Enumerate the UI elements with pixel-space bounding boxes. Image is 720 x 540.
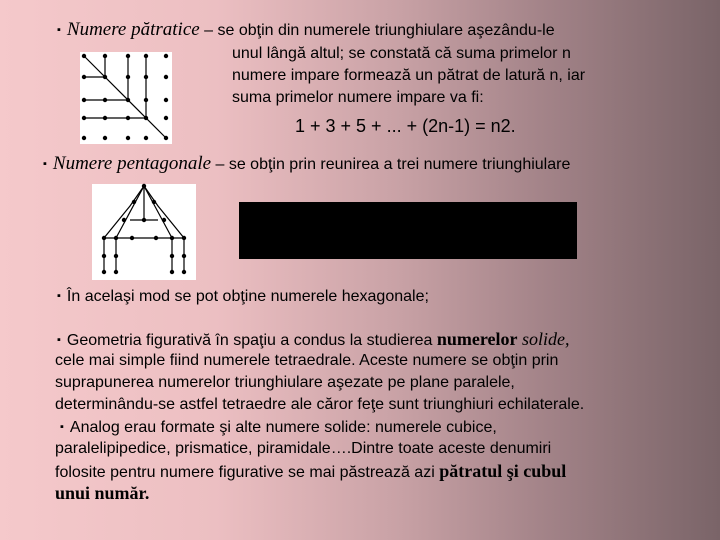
bullet-icon: ▪ — [43, 158, 47, 170]
square-numbers-desc-2: unul lângă altul; se constată că suma primelor n — [232, 45, 571, 62]
bullet-icon: ▪ — [57, 24, 61, 36]
square-numbers-heading — [57, 20, 555, 41]
solid-numbers-line-2: cele mai simple fiind numerele tetraedrale. Aceste numere se obţin prin — [55, 352, 559, 369]
bullet-icon: ▪ — [57, 290, 61, 302]
solid-numbers-line-7 — [55, 461, 566, 483]
bullet-icon: ▪ — [57, 334, 61, 346]
solid-numbers-text-8: unui număr. — [55, 483, 150, 503]
square-numbers-figure — [72, 44, 182, 154]
solid-numbers-text-1c: solide, — [517, 329, 570, 349]
solid-numbers-line-3: suprapunerea numerelor triunghiulare aşezate pe plane paralele, — [55, 374, 515, 391]
pentagonal-numbers-heading — [43, 154, 570, 175]
pentagonal-numbers-term: Numere pentagonale — [52, 153, 212, 174]
solid-numbers-line-4: determinându-se astfel tetraedre ale căror feţe sunt triunghiuri echilaterale. — [55, 396, 585, 413]
bullet-icon: ▪ — [60, 421, 64, 433]
square-numbers-term: Numere pătratice — [66, 19, 200, 40]
hexagonal-numbers-text: În acelaşi mod se pot obţine numerele hexagonale; — [66, 288, 429, 305]
solid-numbers-text-7b: pătratul şi cubul — [439, 461, 567, 481]
square-numbers-desc-1: – se obţin din numerele triunghiulare aşezându-le — [199, 22, 555, 39]
solid-numbers-text-5: Analog erau formate şi alte numere solide: numerele cubice, — [69, 419, 497, 436]
solid-numbers-text-1b: numerelor — [436, 329, 518, 349]
pentagonal-numbers-desc: – se obţin prin reunirea a trei numere triunghiulare — [211, 156, 571, 173]
hexagonal-numbers-line — [57, 286, 429, 307]
solid-numbers-line-1 — [57, 329, 570, 351]
solid-numbers-line-8 — [55, 483, 149, 505]
square-numbers-desc-3: numere impare formează un pătrat de latură n, iar — [232, 67, 586, 84]
black-rectangle — [239, 202, 577, 259]
solid-numbers-text-7a: folosite pentru numere figurative se mai păstrează azi — [55, 464, 440, 481]
solid-numbers-line-6: paralelipipedice, prismatice, piramidale….Dintre toate aceste denumiri — [55, 440, 552, 457]
pentagonal-numbers-figure — [92, 180, 196, 280]
solid-numbers-text-1a: Geometria figurativă în spaţiu a condus la studierea — [66, 332, 437, 349]
odd-sum-formula: 1 + 3 + 5 + ... + (2n-1) = n2. — [295, 116, 516, 136]
solid-numbers-line-5 — [60, 417, 497, 438]
square-numbers-desc-4: suma primelor numere impare va fi: — [232, 89, 484, 106]
